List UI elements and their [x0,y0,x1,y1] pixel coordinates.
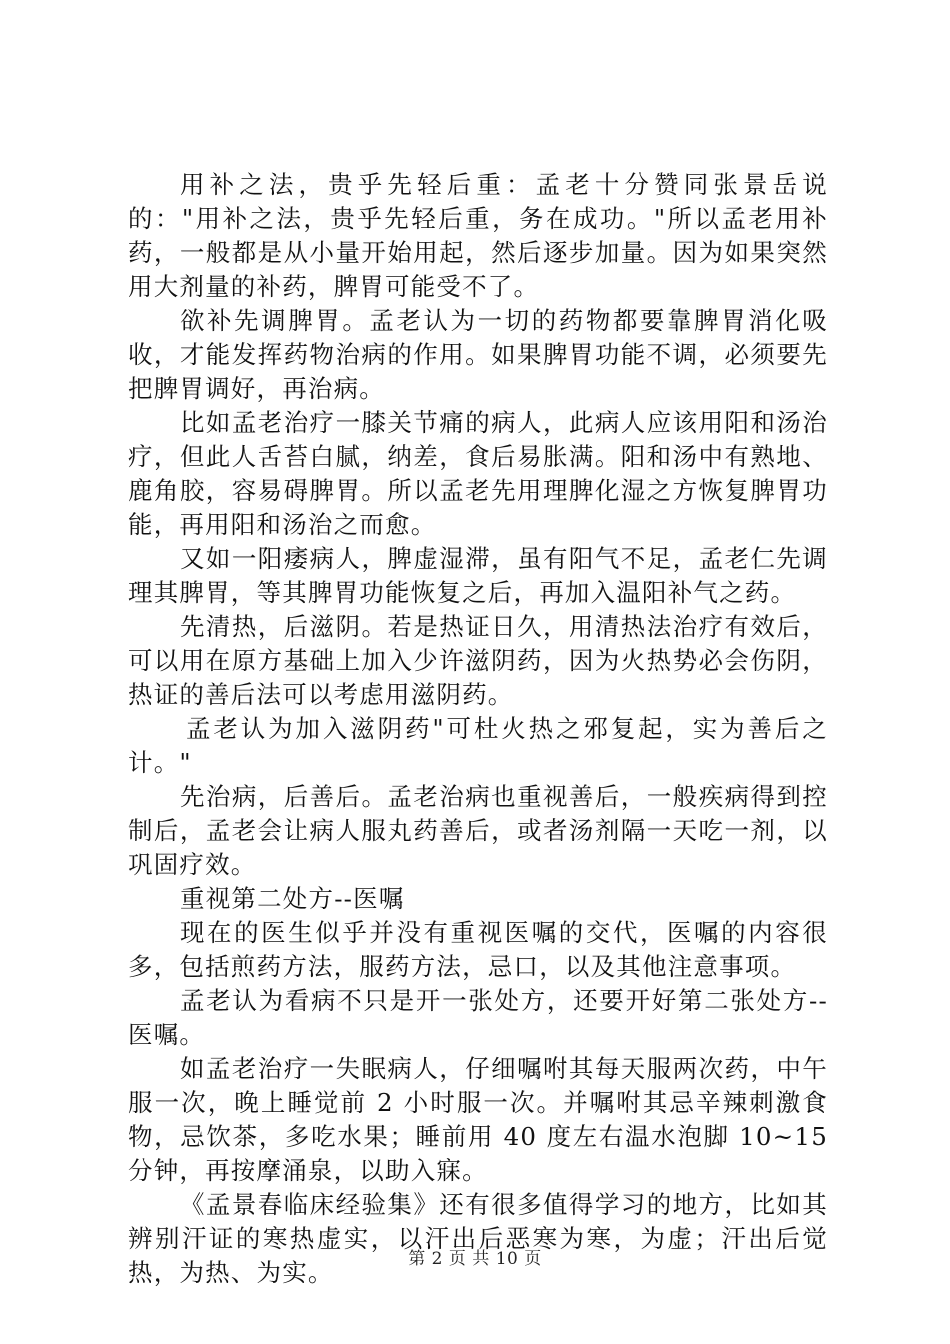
paragraph-nourish-yin-quote: 孟老认为加入滋阴药"可杜火热之邪复起，实为善后之计。" [128,714,828,777]
paragraph-treat-then-consolidate: 先治病，后善后。孟老治病也重视善后，一般疾病得到控制后，孟老会让病人服丸药善后，或者汤剂隔一天吃一剂，以巩固疗效。 [128,782,828,879]
page-number-footer: 第 2 页 共 10 页 [408,1249,542,1269]
paragraph-book-summary: 《孟景春临床经验集》还有很多值得学习的地方，比如其辨别汗证的寒热虚实，以汗出后恶寒为寒，为虚；汗出后觉热，为热、为实。 [128,1190,828,1287]
paragraph-second-prescription-view: 孟老认为看病不只是开一张处方，还要开好第二张处方--医嘱。 [128,986,828,1049]
document-body [128,168,828,1290]
paragraph-insomnia-case: 如孟老治疗一失眠病人，仔细嘱咐其每天服两次药，中午服一次，晚上睡觉前 2 小时服一次。并嘱咐其忌辛辣刺激食物，忌饮茶，多吃水果；睡前用 40 度左右温水泡脚 10~15 分钟，再按摩涌泉，以助入寐。 [128,1054,828,1185]
paragraph-clear-heat-then-nourish: 先清热，后滋阴。若是热证日久，用清热法治疗有效后，可以用在原方基础上加入少许滋阴药，因为火热势必会伤阴，热证的善后法可以考虑用滋阴药。 [128,612,828,709]
paragraph-spleen-stomach-first: 欲补先调脾胃。孟老认为一切的药物都要靠脾胃消化吸收，才能发挥药物治病的作用。如果脾胃功能不调，必须要先把脾胃调好，再治病。 [128,306,828,403]
paragraph-impotence-case: 又如一阳痿病人，脾虚湿滞，虽有阳气不足，孟老仁先调理其脾胃，等其脾胃功能恢复之后，再加入温阳补气之药。 [128,544,828,607]
section-heading-second-prescription: 重视第二处方--医嘱 [180,884,405,913]
paragraph-doctor-advice: 现在的医生似乎并没有重视医嘱的交代，医嘱的内容很多，包括煎药方法，服药方法，忌口，以及其他注意事项。 [128,918,828,981]
paragraph-knee-case: 比如孟老治疗一膝关节痛的病人，此病人应该用阳和汤治疗，但此人舌苔白腻，纳差，食后易胀满。阳和汤中有熟地、鹿角胶，容易碍脾胃。所以孟老先用理脾化湿之方恢复脾胃功能，再用阳和汤治之而愈。 [128,408,828,539]
paragraph-tonifying-principle: 用补之法，贵乎先轻后重：孟老十分赞同张景岳说的："用补之法，贵乎先轻后重，务在成功。"所以孟老用补药，一般都是从小量开始用起，然后逐步加量。因为如果突然用大剂量的补药，脾胃可能受不了。 [128,170,828,301]
